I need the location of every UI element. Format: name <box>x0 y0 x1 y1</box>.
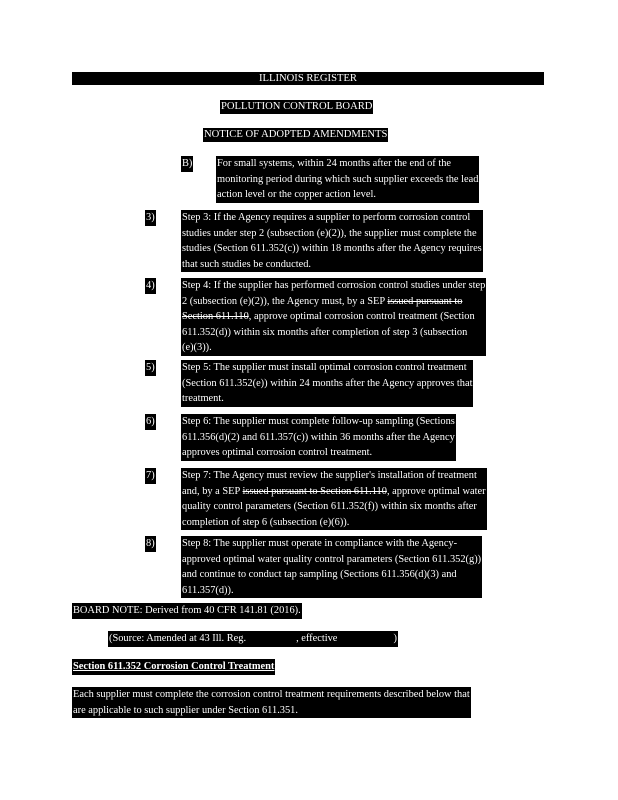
text-line: Step 8: The supplier must operate in compliance with the Agency- <box>182 538 458 549</box>
struck-text: issued pursuant to <box>387 295 463 307</box>
step-3-text <box>181 210 483 272</box>
text-line <box>182 309 485 325</box>
text-line: studies under step 2 (subsection (e)(2)), the supplier must complete the <box>182 227 477 239</box>
item-b-text <box>216 156 479 203</box>
text-line: approved optimal water quality control parameters (Section 611.352(g)) <box>182 553 482 565</box>
step-5-label: 5) <box>145 360 156 376</box>
text-line: treatment. <box>182 393 224 405</box>
text-line: completion of step 6 (subsection (e)(6)). <box>182 516 350 528</box>
step-3-label: 3) <box>145 210 156 226</box>
register-title: ILLINOIS REGISTER <box>259 73 357 84</box>
step-7-text <box>181 468 487 530</box>
step-6-text <box>181 414 456 461</box>
item-b-label: B) <box>181 156 193 172</box>
text-line: (e)(3)). <box>182 342 212 354</box>
notice-title: NOTICE OF ADOPTED AMENDMENTS <box>204 129 388 140</box>
source-prefix: (Source: Amended at 43 Ill. Reg. <box>109 633 247 644</box>
section-heading: Section 611.352 Corrosion Control Treatment <box>72 659 275 675</box>
text-line: 611.356(d)(2) and 611.357(c)) within 36 months after the Agency <box>182 431 455 443</box>
text-line <box>182 484 486 500</box>
text-line: monitoring period during which such supplier exceeds the lead <box>217 173 479 185</box>
step-4-label: 4) <box>145 278 156 294</box>
step-5-text <box>181 360 473 407</box>
text-segment: 2 (subsection (e)(2)), the Agency must, by a SEP <box>182 295 388 307</box>
struck-text: issued pursuant to Section 611.110 <box>242 485 387 497</box>
text-line: action level or the copper action level. <box>217 189 376 201</box>
step-6-label: 6) <box>145 414 156 430</box>
text-line: Step 5: The supplier must install optimal corrosion control treatment <box>182 362 467 373</box>
text-line: quality control parameters (Section 611.352(f)) within six months after <box>182 501 477 513</box>
step-7-label: 7) <box>145 468 156 484</box>
text-line: Step 3: If the Agency requires a supplier to perform corrosion control <box>182 212 471 223</box>
text-line: Step 7: The Agency must review the supplier's installation of treatment <box>182 470 477 481</box>
text-line: 611.357(d)). <box>182 584 234 596</box>
text-line: Step 6: The supplier must complete follow-up sampling (Sections <box>182 416 455 427</box>
section-intro-paragraph <box>72 687 471 718</box>
text-line: and continue to conduct tap sampling (Sections 611.356(d)(3) and <box>182 569 457 581</box>
step-8-label: 8) <box>145 536 156 552</box>
source-middle: , effective <box>296 633 338 644</box>
source-line <box>108 631 398 647</box>
text-line: studies (Section 611.352(c)) within 18 months after the Agency requires <box>182 243 482 255</box>
step-8-text <box>181 536 482 598</box>
struck-text: Section 611.110 <box>182 311 249 323</box>
text-line: that such studies be conducted. <box>182 258 311 270</box>
source-suffix: ) <box>393 633 397 644</box>
board-note: BOARD NOTE: Derived from 40 CFR 141.81 (2016). <box>72 603 302 619</box>
step-4-text <box>181 278 486 356</box>
text-segment: , approve optimal water <box>386 485 486 497</box>
text-line: 611.352(d)) within six months after completion of step 3 (subsection <box>182 326 468 338</box>
board-name: POLLUTION CONTROL BOARD <box>221 101 373 112</box>
text-line: are applicable to such supplier under Section 611.351. <box>73 704 298 716</box>
text-segment: , approve optimal corrosion control treatment (Section <box>248 311 475 323</box>
text-segment: and, by a SEP <box>182 485 240 497</box>
text-line: Step 4: If the supplier has performed corrosion control studies under step <box>182 280 486 291</box>
text-line <box>182 294 485 310</box>
text-line: For small systems, within 24 months after the end of the <box>217 158 452 169</box>
text-line: approves optimal corrosion control treatment. <box>182 447 373 459</box>
register-header-bar <box>72 72 544 85</box>
text-line: Each supplier must complete the corrosion control treatment requirements described below that <box>73 689 470 700</box>
text-line: (Section 611.352(e)) within 24 months after the Agency approves that <box>182 377 473 389</box>
